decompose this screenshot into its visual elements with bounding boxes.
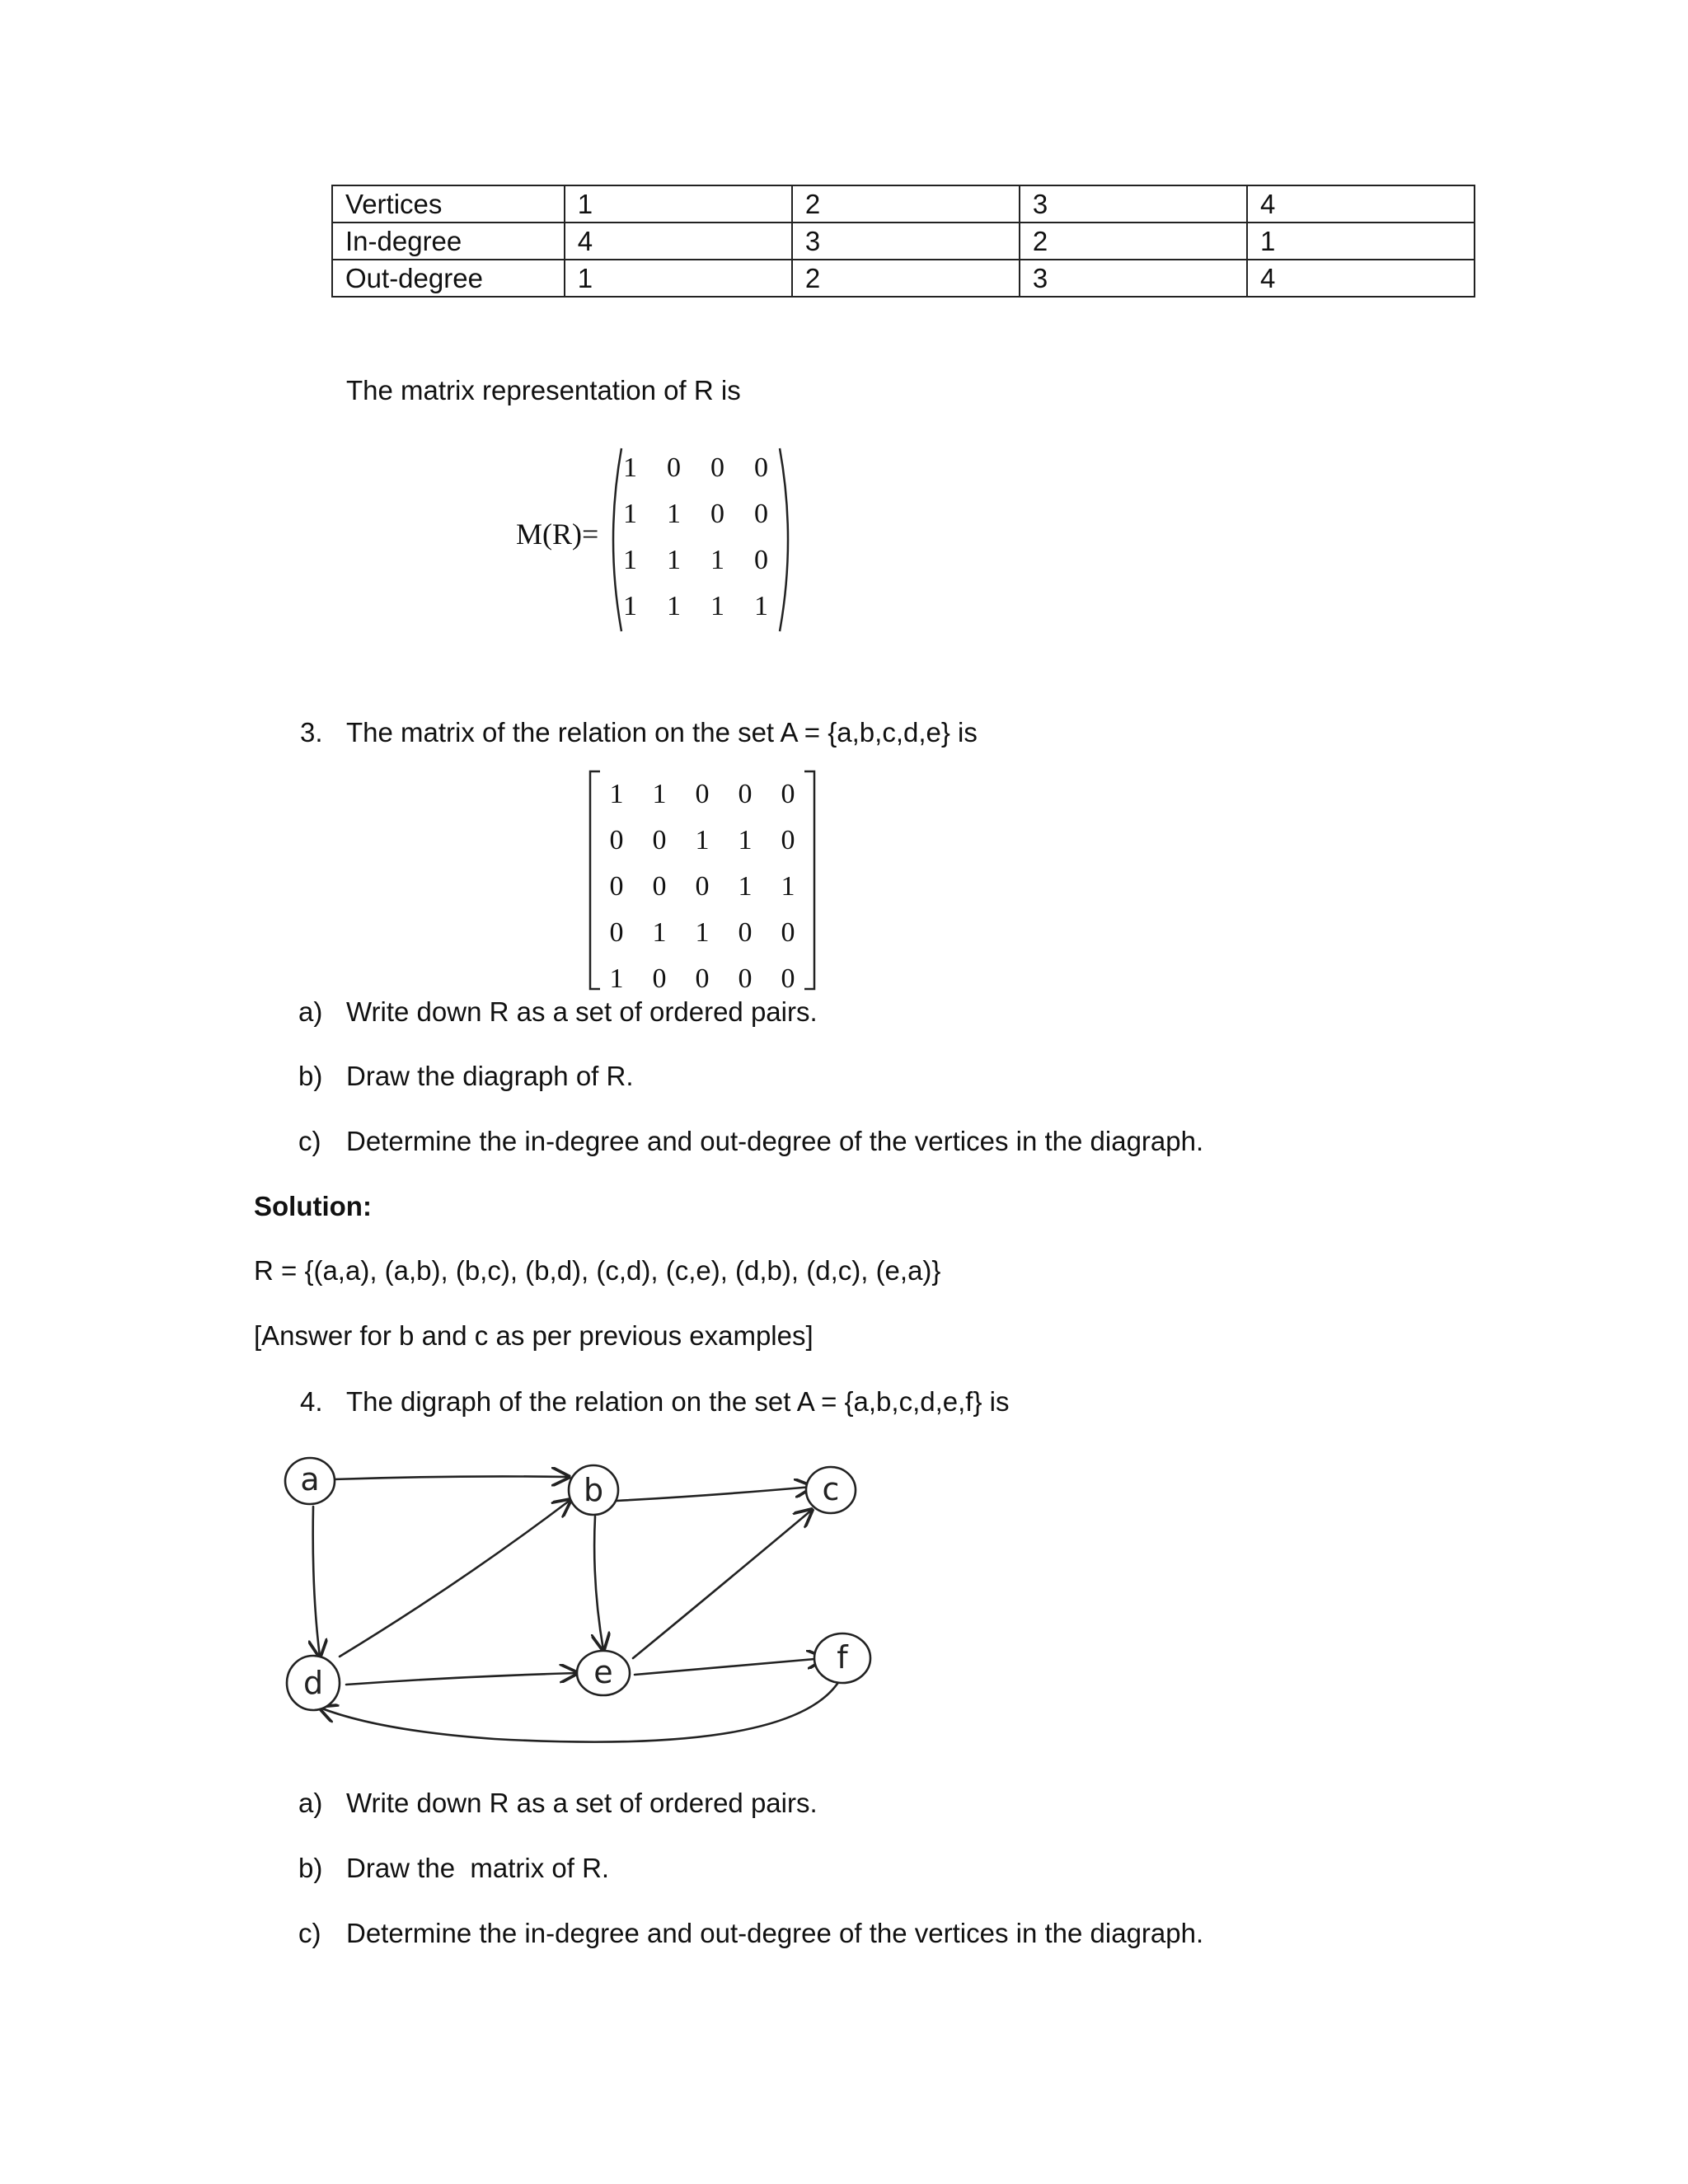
edge-d-b xyxy=(340,1500,570,1657)
matrix-cell: 0 xyxy=(695,871,710,902)
matrix-cell: 1 xyxy=(609,963,624,994)
question-number: 3. xyxy=(300,717,323,748)
table-cell: 4 xyxy=(1247,260,1475,297)
matrix-cell: 0 xyxy=(781,779,795,809)
part-text: Determine the in-degree and out-degree of the vertices in the diagraph. xyxy=(346,1126,1204,1156)
matrix-cell: 1 xyxy=(667,545,681,575)
matrix-cell: 1 xyxy=(738,825,753,855)
matrix-cell: 1 xyxy=(667,591,681,621)
part-text: Write down R as a set of ordered pairs. xyxy=(346,1788,818,1818)
question-text: The digraph of the relation on the set A = {a,b,c,d,e,f} is xyxy=(346,1386,1010,1417)
solution-note: [Answer for b and c as per previous examples] xyxy=(254,1320,814,1351)
matrix-cell: 0 xyxy=(754,499,768,529)
edge-a-d xyxy=(313,1507,320,1657)
edge-f-d xyxy=(320,1681,839,1742)
node-label: e xyxy=(593,1654,613,1690)
matrix-cell: 0 xyxy=(781,963,795,994)
table-cell: 3 xyxy=(1020,260,1247,297)
table-cell: 1 xyxy=(565,260,792,297)
part-text: Draw the matrix of R. xyxy=(346,1853,610,1883)
matrix-cell: 0 xyxy=(667,452,681,483)
matrix-cell: 0 xyxy=(754,545,768,575)
part-text: Draw the diagraph of R. xyxy=(346,1061,634,1091)
matrix-cell: 1 xyxy=(623,499,637,529)
table-cell: 3 xyxy=(792,223,1020,260)
part-label: b) xyxy=(298,1853,323,1883)
matrix-cell: 1 xyxy=(710,591,724,621)
matrix-cell: 1 xyxy=(781,871,795,902)
table-cell: 2 xyxy=(792,185,1020,223)
question-text: The matrix of the relation on the set A = {a,b,c,d,e} is xyxy=(346,717,978,748)
matrix-cell: 1 xyxy=(623,591,637,621)
matrix-cell: 0 xyxy=(738,779,753,809)
matrix-cell: 1 xyxy=(652,917,667,948)
table-cell: Vertices xyxy=(332,185,565,223)
matrix-intro: The matrix representation of R is xyxy=(346,375,741,405)
edge-b-c xyxy=(617,1487,812,1501)
part-label: b) xyxy=(298,1061,323,1091)
matrix-cell: 0 xyxy=(710,499,724,529)
table-cell: 3 xyxy=(1020,185,1247,223)
matrix-cell: 1 xyxy=(609,779,624,809)
matrix-cell: 0 xyxy=(738,963,753,994)
table-cell: Out-degree xyxy=(332,260,565,297)
matrix-cell: 0 xyxy=(781,917,795,948)
table-cell: 1 xyxy=(1247,223,1475,260)
matrix-cell: 1 xyxy=(623,545,637,575)
matrix-cell: 0 xyxy=(754,452,768,483)
edge-e-c xyxy=(633,1510,812,1658)
matrix-cell: 0 xyxy=(609,871,624,902)
table-cell: 4 xyxy=(565,223,792,260)
part-label: a) xyxy=(298,1788,323,1818)
table-cell: 1 xyxy=(565,185,792,223)
part-label: a) xyxy=(298,996,323,1027)
edge-b-e xyxy=(594,1516,603,1650)
edge-e-f xyxy=(635,1658,824,1675)
node-label: f xyxy=(837,1639,848,1675)
matrix-cell: 1 xyxy=(695,825,710,855)
matrix-cell: 0 xyxy=(652,871,667,902)
matrix-cell: 0 xyxy=(695,963,710,994)
edge-a-b xyxy=(333,1476,569,1479)
part-text: Write down R as a set of ordered pairs. xyxy=(346,996,818,1027)
part-label: c) xyxy=(298,1918,321,1948)
node-label: b xyxy=(583,1472,604,1508)
matrix-cell: 0 xyxy=(781,825,795,855)
matrix-cell: 0 xyxy=(652,825,667,855)
matrix-cell: 0 xyxy=(609,825,624,855)
table-cell: 4 xyxy=(1247,185,1475,223)
solution-heading: Solution: xyxy=(254,1191,372,1221)
matrix-cell: 0 xyxy=(609,917,624,948)
matrix-cell: 1 xyxy=(667,499,681,529)
edge-d-e xyxy=(346,1673,577,1685)
solution-relation: R = {(a,a), (a,b), (b,c), (b,d), (c,d), (c,e), (d,b), (d,c), (e,a)} xyxy=(254,1255,941,1286)
part-text: Determine the in-degree and out-degree of the vertices in the diagraph. xyxy=(346,1918,1204,1948)
table-cell: 2 xyxy=(1020,223,1247,260)
matrix-label: M(R)= xyxy=(516,518,599,551)
question-number: 4. xyxy=(300,1386,323,1417)
matrix-cell: 1 xyxy=(738,871,753,902)
table-cell: 2 xyxy=(792,260,1020,297)
matrix-cell: 1 xyxy=(754,591,768,621)
node-label: d xyxy=(302,1665,324,1701)
matrix-cell: 1 xyxy=(695,917,710,948)
table-cell: In-degree xyxy=(332,223,565,260)
matrix-cell: 0 xyxy=(695,779,710,809)
part-label: c) xyxy=(298,1126,321,1156)
matrix-cell: 0 xyxy=(710,452,724,483)
matrix-cell: 1 xyxy=(652,779,667,809)
matrix-cell: 1 xyxy=(623,452,637,483)
matrix-cell: 0 xyxy=(738,917,753,948)
node-label: a xyxy=(300,1461,320,1497)
matrix-cell: 0 xyxy=(652,963,667,994)
matrix-cell: 1 xyxy=(710,545,724,575)
node-label: c xyxy=(822,1471,840,1507)
